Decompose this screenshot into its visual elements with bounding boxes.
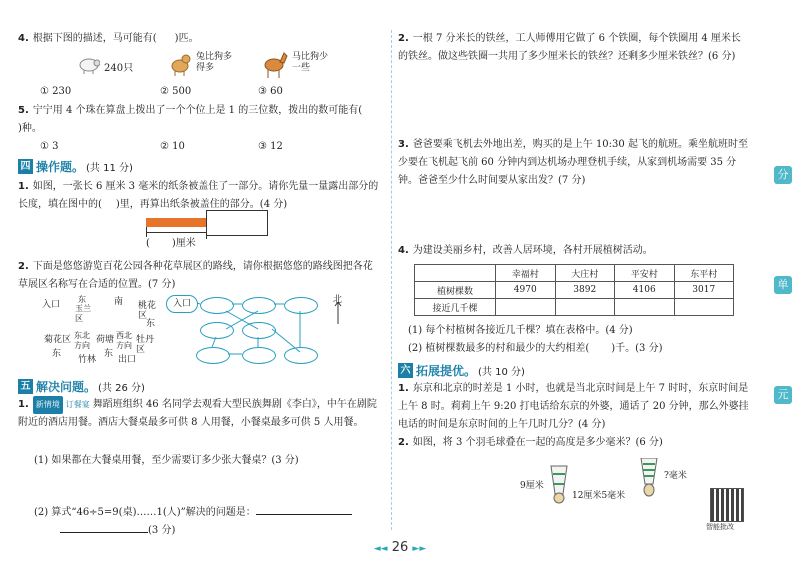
dog-figure: 兔比狗多得多 [168, 52, 192, 79]
question-2-wire: 2. 一根 7 分米长的铁丝，工人师傅用它做了 6 个铁圈，每个铁圈用 4 厘米长的铁丝。做这些铁圈一共用了多少厘米长的铁丝？还剩多少厘米铁丝？(6 分) [398, 33, 741, 62]
table-row: 植树棵数 4970 3892 4106 3017 [415, 282, 734, 299]
table-row: 接近几千棵 [415, 299, 734, 316]
answer-cell[interactable] [496, 299, 556, 316]
answer-line[interactable] [256, 502, 352, 515]
q5-option-2[interactable]: ② 10 [160, 141, 185, 152]
map-lines [166, 292, 346, 372]
problem-1-sub2: (2) 算式“46÷5=9(桌)……1(人)”解决的问题是： [34, 502, 352, 522]
sheep-icon [78, 56, 100, 74]
operation-1: 1. 如图，一张长 6 厘米 3 毫米的纸条被盖住了一部分。请你先量一量露出部分的长度，填在图中的( )里，再算出纸条被盖住的部分。(4 分) [18, 181, 379, 210]
extension-1: 1. 东京和北京的时差是 1 小时，也就是当北京时间是上午 7 时时，东京时间是上午 8 时。莉莉上午 9:20 打电话给东京的外婆，通话了 20 分钟，那么外婆挂电话的时间是东京时间的上午几时几分？(4 分) [398, 383, 749, 430]
question-3-flight: 3. 爸爸要乘飞机去外地出差，购买的是上午 10:30 起飞的航班。乘坐航班时至少要在飞机起飞前 60 分钟内到达机场办理登机手续，从家到机场需要 35 分钟。爸爸至少什么时间要从家出发？(7 分) [398, 139, 748, 186]
north-indicator: 北 [333, 292, 342, 305]
extension-2: 2. 如图，将 3 个羽毛球叠在一起的高度是多少毫米？(6 分) [398, 437, 663, 448]
side-tab[interactable]: 分 [774, 166, 792, 184]
route-description: 入口 东 玉兰区 南 桃花区 东 菊花区 东北方向 荷塘 西北方向 牡丹区 东 竹林 东 出口 [42, 295, 157, 365]
map-entrance: 入口 [166, 295, 198, 313]
section-problem-solving: 五 解决问题。 (共 26 分) [18, 378, 145, 395]
question-4-sub1: (1) 每个村植树各接近几千棵？填在表格中。(4 分) [408, 325, 633, 336]
question-4-sub2: (2) 植树棵数最多的村和最少的大约相差( )千。(3 分) [408, 343, 663, 354]
page-divider [391, 30, 392, 530]
page-number: ◄◄ 26 ►► [373, 540, 427, 555]
q5-option-3[interactable]: ③ 12 [258, 141, 283, 152]
qr-code-icon[interactable] [710, 488, 744, 522]
answer-cell[interactable] [674, 299, 734, 316]
q5-option-1[interactable]: ① 3 [40, 141, 59, 152]
horse-icon [262, 50, 288, 78]
strip-length-answer[interactable]: ( )厘米 [146, 238, 196, 249]
side-tab[interactable]: 元 [774, 386, 792, 404]
prev-page-icon[interactable]: ◄◄ [373, 544, 388, 554]
next-page-icon[interactable]: ►► [412, 544, 427, 554]
question-4: 4. 根据下图的描述，马可能有( )匹。 [18, 33, 199, 44]
section-extension: 六 拓展提优。 (共 10 分) [398, 362, 525, 379]
north-arrow-icon [334, 302, 342, 324]
question-4-trees: 4. 为建设美丽乡村，改善人居环境，各村开展植树活动。 [398, 245, 653, 256]
q4-option-2[interactable]: ② 500 [160, 86, 192, 97]
operation-2: 2. 下面是悠悠游览百花公园各种花草展区的路线，请你根据悠悠的路线图把各花草展区名称写在合适的位置。(7 分) [18, 261, 373, 290]
side-tab[interactable]: 单 [774, 276, 792, 294]
shuttlecock-icon [548, 464, 570, 504]
table-header-row: 幸福村 大庄村 平安村 东平村 [415, 265, 734, 282]
answer-line[interactable] [60, 520, 148, 533]
q4-option-1[interactable]: ① 230 [40, 86, 72, 97]
q4-option-3[interactable]: ③ 60 [258, 86, 283, 97]
stacked-shuttlecocks-icon [638, 458, 660, 504]
cover-box [206, 210, 268, 236]
problem-1-sub2-line2: (3 分) [60, 520, 175, 540]
dog-icon [168, 52, 192, 76]
shuttlecock-figure: 9厘米 12厘米5毫米 ?毫米 [520, 458, 720, 508]
sheep-figure: 240只 [78, 56, 100, 77]
answer-cell[interactable] [555, 299, 615, 316]
question-5: 5. 宁宁用 4 个珠在算盘上拨出了一个个位上是 1 的三位数，拨出的数可能有()种。 [18, 105, 363, 134]
answer-cell[interactable] [615, 299, 675, 316]
problem-1-sub1: (1) 如果都在大餐桌用餐，至少需要订多少张大餐桌？(3 分) [34, 455, 299, 466]
route-map [166, 292, 346, 372]
new-context-tag: 新情境 [33, 396, 63, 414]
tree-planting-table [414, 264, 734, 316]
horse-figure: 马比狗少一些 [262, 50, 288, 81]
section-operations: 四 操作题。 (共 11 分) [18, 158, 133, 175]
problem-1: 1. 新情境 订餐宴 舞蹈班组织 46 名同学去观看大型民族舞剧《李白》，中午在剧院附近的酒店用餐。酒店大餐桌最多可供 8 人用餐，小餐桌最多可供 5 人用餐。 [18, 396, 380, 432]
